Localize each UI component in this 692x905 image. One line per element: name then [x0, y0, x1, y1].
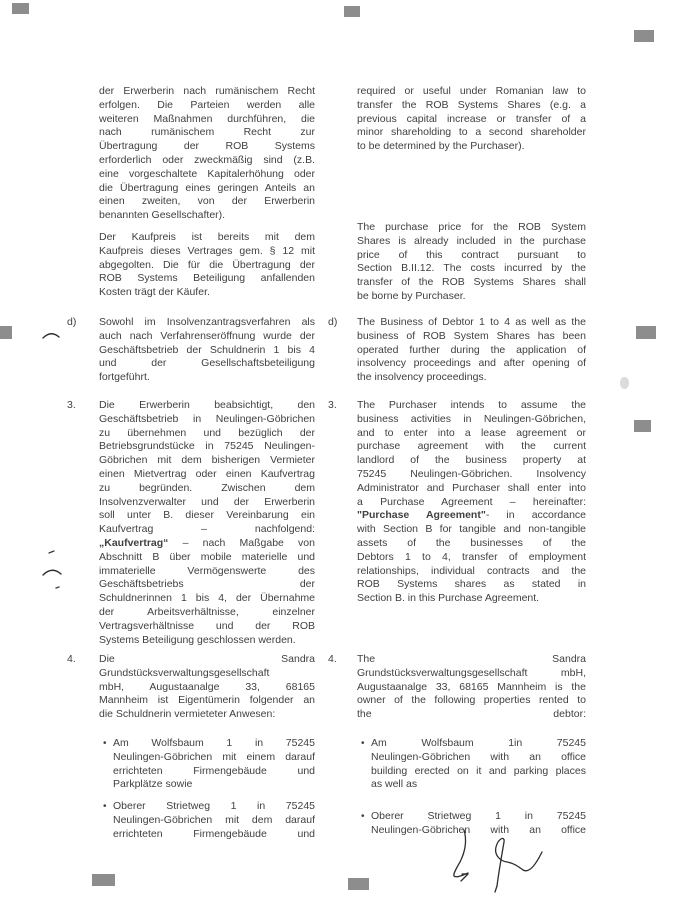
text-line: the debtor: — [357, 708, 586, 721]
item-marker: 4. — [67, 653, 76, 665]
paragraph — [357, 653, 586, 722]
bullet-icon: • — [361, 811, 365, 822]
text-line: Augustaanalge 33, 68165 Mannheim is the — [357, 680, 586, 693]
text-line: Geschäftsbetrieb in Neulingen-Göbrichen — [99, 412, 315, 425]
text-line: as well as — [371, 778, 418, 791]
text-line: business activities in Neulingen-Göbrichen, — [357, 412, 586, 425]
scan-artifact — [0, 326, 12, 339]
text-line: "Purchase Agreement"- in accordance — [357, 509, 586, 522]
text-line: Insolvenzverwalter und der Erwerberin — [99, 495, 315, 508]
text-line: Der Kaufpreis ist bereits mit dem — [99, 231, 315, 243]
scan-artifact — [92, 874, 115, 886]
text-line: Neulingen-Göbrichen mit einem darauf — [113, 750, 315, 763]
text-line: ROB Systems Beteiligung anfallenden — [99, 272, 315, 285]
handwritten-margin-mark — [41, 329, 61, 341]
text-line: soll unter B. dieser Vereinbarung ein — [99, 509, 315, 522]
text-line: erforderlich oder zweckmäßig sind (z.B. — [99, 153, 315, 166]
scan-artifact — [634, 30, 654, 42]
text-line: Geschäftsbetrieb der Schuldnerin 1 bis 4 — [99, 343, 315, 356]
text-line: Shares is already included in the purchase — [357, 234, 586, 247]
text-line: The Purchaser intends to assume the — [357, 399, 586, 411]
text-line: previous capital increase or transfer of a — [357, 112, 586, 125]
item-marker: d) — [67, 316, 77, 328]
text-line: Göbrichen mit dem bisherigen Vermieter — [99, 454, 315, 467]
text-line: The Sandra — [357, 653, 586, 665]
bullet-icon: • — [103, 738, 107, 749]
text-line: building erected on it and parking places — [371, 764, 586, 777]
text-line: Grundstücksverwaltungsgesellschaft mbH, — [357, 666, 586, 679]
bullet-icon: • — [361, 738, 365, 749]
text-line: transfer of the ROB Systems Shares shall — [357, 276, 586, 289]
text-line: ROB Systems shares as stated in — [357, 578, 586, 591]
handwritten-margin-mark — [41, 565, 63, 578]
text-line: operated further during the application of — [357, 343, 586, 356]
text-line: 75245 Neulingen-Göbrichen. Insolvency — [357, 467, 586, 480]
text-line: Section B. in this Purchase Agreement. — [357, 592, 540, 605]
pen-dash — [48, 550, 56, 555]
text-line: with Section B for tangible and non-tangible — [357, 523, 586, 536]
text-line: owner of the following properties rented to — [357, 694, 586, 707]
text-line: Sowohl im Insolvenzantragsverfahren als — [99, 316, 315, 328]
text-line: Neulingen-Göbrichen with an office — [371, 750, 586, 763]
handwritten-signature — [440, 812, 555, 905]
text-line: Neulingen-Göbrichen mit dem darauf — [113, 813, 315, 826]
bullet-icon: • — [103, 801, 107, 812]
text-line: erfolgen. Die Parteien werden alle — [99, 98, 315, 111]
text-line: und der Gesellschaftsbeteiligung — [99, 357, 315, 370]
text-line: fortgeführt. — [99, 371, 150, 384]
item-marker: 4. — [328, 653, 337, 665]
text-line: Grundstücksverwaltungsgesellschaft — [99, 666, 270, 679]
text-line: die Schuldnerin vermieteter Anwesen: — [99, 708, 276, 721]
text-line: Betriebsgrundstücke in 75245 Neulingen- — [99, 440, 315, 453]
text-line: Oberer Strietweg 1 in 75245 — [371, 810, 586, 822]
text-line: Mannheim ist Eigentümerin folgender an — [99, 694, 315, 707]
scan-smudge — [620, 377, 629, 389]
pen-dot — [55, 585, 61, 590]
text-line: weiteren Maßnahmen durchführen, die — [99, 112, 315, 125]
text-line: Kosten trägt der Käufer. — [99, 286, 210, 299]
text-line: The Business of Debtor 1 to 4 as well as the — [357, 316, 586, 328]
text-line: Section B.II.12. The costs incurred by the — [357, 262, 586, 275]
text-line: immaterielle Vermögenswerte des — [99, 564, 315, 577]
text-line: nach rumänischem Recht zur — [99, 126, 315, 139]
item-marker: d) — [328, 316, 338, 328]
scan-artifact — [634, 420, 651, 432]
text-line: Parkplätze sowie — [113, 778, 193, 791]
text-line: zu begründen. Zwischen dem — [99, 481, 315, 494]
text-line: zu übernehmen und bezüglich der — [99, 426, 315, 439]
paragraph — [357, 221, 586, 304]
text-line: Oberer Strietweg 1 in 75245 — [113, 800, 315, 812]
text-line: required or useful under Romanian law to — [357, 85, 586, 97]
text-line: mbH, Augustaanalge 33, 68165 — [99, 680, 315, 693]
text-line: and to enter into a lease agreement or — [357, 426, 586, 439]
list-item — [357, 737, 586, 792]
text-line: „Kaufvertrag“ – nach Maßgabe von — [99, 536, 315, 549]
scan-artifact — [344, 6, 360, 17]
text-line: Geschäftsbetriebs der — [99, 578, 315, 591]
text-line: auch nach Verfahrenseröffnung wurde der — [99, 329, 315, 342]
text-line: purchase agreement with the current — [357, 440, 586, 453]
text-line: Übertragung der ROB Systems — [99, 140, 315, 153]
item-marker: 3. — [67, 399, 76, 411]
text-line: Debtors 1 to 4, transfer of employment — [357, 550, 586, 563]
text-line: der Arbeitsverhältnisse, einzelner — [99, 605, 315, 618]
text-line: Die Sandra — [99, 653, 315, 665]
text-line: Schuldnerinnen 1 bis 4, der Übernahme — [99, 592, 315, 605]
text-line: abgegolten. Die für die Übertragung der — [99, 258, 315, 271]
text-line: Vertragsverhältnisse und der ROB — [99, 619, 315, 632]
text-line: Administrator and Purchaser shall enter into — [357, 481, 586, 494]
text-line: einen Mietvertrag oder einen Kaufvertrag — [99, 467, 315, 480]
text-line: business of ROB System Shares has been — [357, 329, 586, 342]
text-line: die Übertragung eines geringen Anteils an — [99, 181, 315, 194]
scan-artifact — [636, 326, 656, 339]
text-line: Kaufpreis dieses Vertrages gem. § 12 mit — [99, 244, 315, 257]
text-line: eine vorgeschaltete Kapitalerhöhung oder — [99, 167, 315, 180]
text-line: a Purchase Agreement – hereinafter: — [357, 495, 586, 508]
text-line: landlord of the business property at — [357, 454, 586, 467]
scan-artifact — [348, 878, 369, 890]
text-line: einen zweiten, von der Erwerberin — [99, 195, 315, 208]
text-line: Abschnitt B über mobile materielle und — [99, 550, 315, 563]
text-line: Systems Beteiligung geschlossen werden. — [99, 633, 296, 646]
item-marker: 3. — [328, 399, 337, 411]
text-line: Am Wolfsbaum 1 in 75245 — [113, 737, 315, 749]
text-line: minor shareholding to a second shareholder — [357, 126, 586, 139]
text-line: Neulingen-Göbrichen with an office — [371, 823, 586, 836]
text-line: Die Erwerberin beabsichtigt, den — [99, 399, 315, 411]
text-line: der Erwerberin nach rumänischem Recht — [99, 85, 315, 97]
text-line: The purchase price for the ROB System — [357, 221, 586, 233]
text-line: errichteten Firmengebäude und — [113, 827, 315, 840]
text-line: price of this contract pursuant to — [357, 248, 586, 261]
text-line: Kaufvertrag – nachfolgend: — [99, 523, 315, 536]
text-line: the insolvency proceedings. — [357, 371, 487, 384]
text-line: errichteten Firmengebäude und — [113, 764, 315, 777]
text-line: Am Wolfsbaum 1in 75245 — [371, 737, 586, 749]
text-line: relationships, individual contracts and the — [357, 564, 586, 577]
text-line: to be determined by the Purchaser). — [357, 140, 525, 153]
text-line: be borne by Purchaser. — [357, 289, 466, 302]
text-line: transfer the ROB Systems Shares (e.g. a — [357, 98, 586, 111]
text-line: insolvency proceedings and after opening of — [357, 357, 586, 370]
text-line: benannten Gesellschafter). — [99, 209, 226, 222]
paragraph — [357, 316, 586, 385]
paragraph — [357, 85, 586, 154]
paragraph — [357, 399, 586, 606]
text-line: assets of the businesses of the — [357, 536, 586, 549]
scan-artifact — [12, 3, 29, 14]
